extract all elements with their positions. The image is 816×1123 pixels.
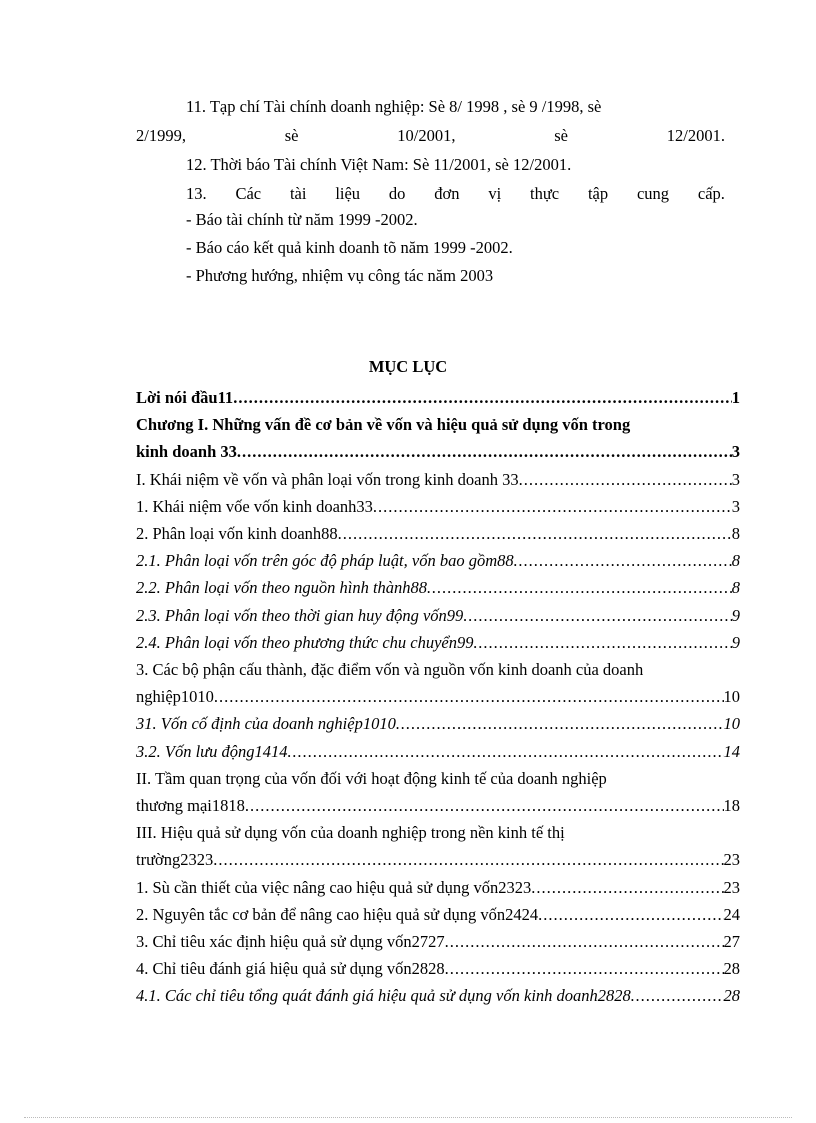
page-bottom-divider (24, 1117, 792, 1118)
toc-entry-title: I. Khái niệm về vốn và phân loại vốn trong kinh doanh 33 (136, 469, 519, 489)
toc-entry-page: 9 (731, 632, 740, 652)
toc-leader-dots (445, 928, 724, 955)
toc-leader-dots (531, 874, 723, 901)
toc-leader-dots (237, 438, 732, 465)
ref-word: cấp. (697, 184, 725, 203)
ref-11-line1 (186, 93, 725, 120)
toc-entry-title: 2.1. Phân loại vốn trên góc độ pháp luật, vốn bao gồm88 (136, 551, 514, 571)
toc-entry[interactable] (136, 928, 740, 955)
toc-entry-title: 4.1. Các chỉ tiêu tổng quát đánh giá hiệu quả sử dụng vốn kinh doanh2828 (136, 986, 631, 1006)
ref-word: 13. (186, 184, 207, 203)
toc-entry[interactable] (136, 683, 740, 710)
toc-leader-dots (396, 710, 724, 737)
ref-word: sè (284, 126, 299, 145)
ref-word: 12/2001. (666, 126, 725, 145)
toc-entry-page: 8 (731, 524, 740, 543)
toc-entry-title: 2.4. Phân loại vốn theo phương thức chu chuyển99 (136, 632, 474, 652)
toc-entry[interactable] (136, 738, 740, 765)
toc-entry-page: 3 (731, 496, 740, 516)
toc-entry-title: 2. Nguyên tắc cơ bản để nâng cao hiệu quả sử dụng vốn2424 (136, 904, 539, 924)
toc-entry-page: 1 (731, 388, 740, 407)
toc-leader-dots (474, 629, 732, 656)
toc-leader-dots (245, 792, 724, 819)
toc-leader-dots (338, 520, 732, 547)
toc-entry-title: Lời nói đầu11 (136, 388, 234, 407)
ref-word: vị (488, 184, 502, 203)
toc-leader-dots (233, 384, 732, 411)
toc-entry-page: 28 (723, 959, 740, 979)
toc-entry-page: 14 (723, 741, 740, 761)
toc-leader-dots (514, 547, 732, 574)
ref-word: liệu (335, 184, 361, 203)
toc-entry-title: trường2323 (136, 850, 214, 870)
toc-leader-dots (538, 901, 723, 928)
ref-word: tập (587, 184, 609, 203)
toc-entry-page: 27 (723, 932, 740, 951)
toc-entry-title: 2.2. Phân loại vốn theo nguồn hình thành88 (136, 578, 428, 598)
toc-entry[interactable] (136, 602, 740, 629)
toc-entry-title: 31. Vốn cố định của doanh nghiệp1010 (136, 714, 396, 734)
ref-word: thực (530, 184, 560, 203)
toc-leader-dots (463, 602, 731, 629)
toc-leader-dots (427, 574, 732, 601)
toc-leader-dots (213, 846, 723, 873)
toc-entry-title: III. Hiệu quả sử dụng vốn của doanh nghiệp trong nền kinh tế thị (136, 823, 565, 843)
toc-entry-title: 4. Chỉ tiêu đánh giá hiệu quả sử dụng vốn2828 (136, 959, 445, 979)
toc-entry[interactable] (136, 656, 726, 683)
toc-entry-title: 2.3. Phân loại vốn theo thời gian huy động vốn99 (136, 605, 464, 625)
toc-entry[interactable] (136, 710, 740, 737)
ref-word: đơn (434, 184, 460, 203)
toc-entry[interactable] (136, 493, 740, 520)
toc-entry-title: Chương I. Những vấn đề cơ bản về vốn và hiệu quả sử dụng vốn trong (136, 415, 631, 435)
toc-entry[interactable] (136, 901, 740, 928)
toc-leader-dots (445, 955, 724, 982)
ref-word: sè (554, 126, 568, 145)
ref-13-line1 (186, 180, 725, 207)
toc-entry[interactable] (136, 629, 740, 656)
toc-entry-page: 28 (723, 986, 740, 1006)
toc-entry[interactable] (136, 547, 740, 574)
ref-word: tài (289, 184, 307, 203)
toc-entry[interactable] (136, 792, 740, 819)
ref-word: 2/1999, (136, 126, 186, 145)
toc-entry[interactable] (136, 411, 726, 438)
toc-entry[interactable] (136, 520, 740, 547)
ref-11-line2 (136, 122, 725, 149)
toc-entry[interactable] (136, 846, 740, 873)
toc-entry-page: 24 (723, 904, 740, 924)
toc-entry[interactable] (136, 574, 740, 601)
toc-entry[interactable] (136, 765, 726, 792)
toc-entry-page: 18 (723, 796, 740, 815)
ref-13-item-b: - Báo cáo kết quả kinh doanh tõ năm 1999 -2002. (186, 238, 513, 257)
toc-leader-dots (214, 683, 724, 710)
toc-leader-dots (373, 493, 732, 520)
toc-entry-title: 3. Các bộ phận cấu thành, đặc điểm vốn và nguồn vốn kinh doanh của doanh (136, 660, 644, 679)
toc-entry-title: nghiệp1010 (136, 687, 214, 707)
toc-entry-title: 3.2. Vốn lưu động1414 (136, 741, 288, 761)
toc-entry-title: 1. Khái niệm vốe vốn kinh doanh33 (136, 496, 373, 516)
toc-entry[interactable] (136, 438, 740, 465)
ref-13-item-a: - Báo tài chính từ năm 1999 -2002. (186, 210, 418, 229)
toc-entry-page: 3 (731, 469, 740, 489)
toc-title: MỤC LỤC (368, 357, 448, 376)
toc-entry-page: 8 (731, 551, 740, 571)
toc-entry[interactable] (136, 874, 740, 901)
toc-entry[interactable] (136, 384, 740, 411)
toc-entry-page: 10 (723, 687, 740, 707)
toc-entry-title: 1. Sù cần thiết của việc nâng cao hiệu quả sử dụng vốn2323 (136, 877, 532, 897)
toc-leader-dots (631, 982, 724, 1009)
toc-entry-page: 3 (731, 442, 740, 462)
ref-13-item-c: - Phương hướng, nhiệm vụ công tác năm 2003 (186, 266, 494, 285)
toc-entry[interactable] (136, 982, 740, 1009)
toc-entry[interactable] (136, 819, 726, 846)
toc-entry-page: 23 (723, 877, 740, 897)
ref-12: 12. Thời báo Tài chính Việt Nam: Sè 11/2001, sè 12/2001. (186, 155, 572, 174)
ref-word: 10/2001, (397, 126, 456, 145)
toc-leader-dots (288, 738, 724, 765)
toc-entry-title: 3. Chỉ tiêu xác định hiệu quả sử dụng vốn2727 (136, 932, 445, 951)
ref-word: do (388, 184, 406, 203)
toc-entry[interactable] (136, 466, 740, 493)
toc-entry-title: 2. Phân loại vốn kinh doanh88 (136, 524, 338, 543)
toc-entry-title: thương mại1818 (136, 796, 245, 815)
toc-entry-page: 9 (731, 605, 740, 625)
toc-leader-dots (519, 466, 732, 493)
toc-entry-page: 10 (723, 714, 740, 734)
toc-entry-page: 8 (731, 578, 740, 598)
toc-entry-title: II. Tầm quan trọng của vốn đối với hoạt động kinh tế của doanh nghiệp (136, 768, 607, 788)
toc-entry-title: kinh doanh 33 (136, 442, 237, 462)
ref-word: Các (235, 184, 262, 203)
ref-11-text: 11. Tạp chí Tài chính doanh nghiệp: Sè 8/ 1998 , sè 9 /1998, sè (186, 97, 602, 116)
ref-word: cung (636, 184, 670, 203)
toc-entry[interactable] (136, 955, 740, 982)
toc-entry-page: 23 (723, 850, 740, 870)
